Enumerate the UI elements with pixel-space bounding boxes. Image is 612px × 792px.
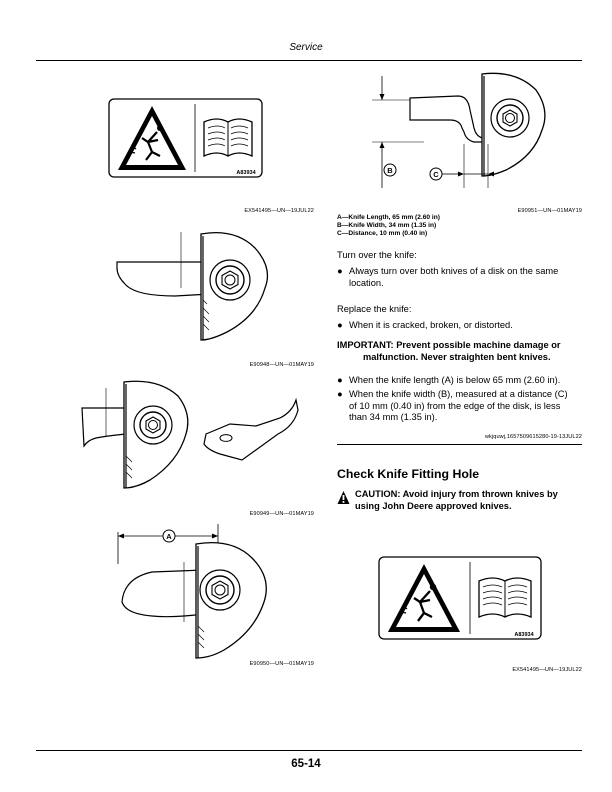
page-number: 65-14 [291, 758, 321, 770]
operator-manual-icon [479, 578, 531, 617]
knife-spec-width: B—Knife Width, 34 mm (1.35 in) [337, 222, 437, 229]
figure-caption: EX541495—UN—19JUL22 [244, 208, 314, 214]
important-line: malfunction. Never straighten bent knives. [363, 351, 551, 362]
bullet-item [337, 320, 587, 332]
bullet-text: of 10 mm (0.40 in) from the edge of the disk, is less [349, 400, 561, 411]
disk-knife-figure [115, 228, 275, 348]
bullet-item [337, 389, 587, 425]
reference-code: wkjquwj,1657509615280-19-13JUL22 [484, 434, 582, 440]
knife-spec-length: A—Knife Length, 65 mm (2.60 in) [337, 214, 440, 221]
bullet-dot-icon: ● [337, 375, 343, 385]
important-line: IMPORTANT: Prevent possible machine damage or [337, 340, 561, 350]
header-rule [36, 60, 582, 61]
bullet-text: When the knife width (B), measured at a distance (C) [349, 389, 568, 399]
safety-decal-figure [378, 556, 542, 640]
knife-turned-figure [80, 378, 300, 498]
operator-manual-icon [204, 119, 252, 156]
caution-text [355, 489, 585, 512]
caution-line: CAUTION: Avoid injury from thrown knives by [355, 489, 558, 499]
figure-caption: E90950—UN—01MAY19 [249, 661, 314, 667]
turn-over-intro: Turn over the knife: [337, 250, 417, 260]
knife-length-figure [112, 522, 282, 662]
decal-code: A83934 [236, 170, 256, 176]
section-rule [337, 444, 582, 445]
bullet-dot-icon: ● [337, 320, 343, 330]
footer-rule [36, 750, 582, 751]
bullet-text: Always turn over both knives of a disk on the same [349, 266, 559, 276]
bullet-item [337, 266, 587, 290]
replace-intro: Replace the knife: [337, 304, 412, 314]
figure-caption: E90949—UN—01MAY19 [249, 511, 314, 517]
knife-width-figure [370, 70, 560, 200]
bullet-dot-icon: ● [337, 266, 343, 276]
bullet-text: than 34 mm (1.35 in). [349, 412, 438, 422]
section-title: Check Knife Fitting Hole [337, 467, 480, 481]
page-header-title: Service [289, 42, 323, 53]
bullet-text: When the knife length (A) is below 65 mm (2.60 in). [349, 375, 561, 385]
caution-line: using John Deere approved knives. [355, 500, 512, 511]
decal-code: A83934 [514, 632, 534, 638]
bullet-text: When it is cracked, broken, or distorted. [349, 320, 513, 330]
bullet-dot-icon: ● [337, 389, 343, 399]
safety-decal-figure [108, 98, 263, 178]
figure-caption: E90948—UN—01MAY19 [249, 362, 314, 368]
figure-caption: EX541495—UN—19JUL22 [512, 667, 582, 673]
callout-a: A [166, 531, 172, 541]
callout-b: B [387, 165, 393, 175]
figure-caption: E90951—UN—01MAY19 [517, 208, 582, 214]
caution-icon [337, 490, 350, 505]
knife-spec-distance: C—Distance, 10 mm (0.40 in) [337, 230, 428, 237]
knife-spec-list [337, 214, 440, 238]
bullet-text: location. [349, 277, 384, 288]
bullet-item [337, 375, 587, 387]
important-notice [337, 340, 587, 363]
callout-c: C [433, 169, 439, 179]
